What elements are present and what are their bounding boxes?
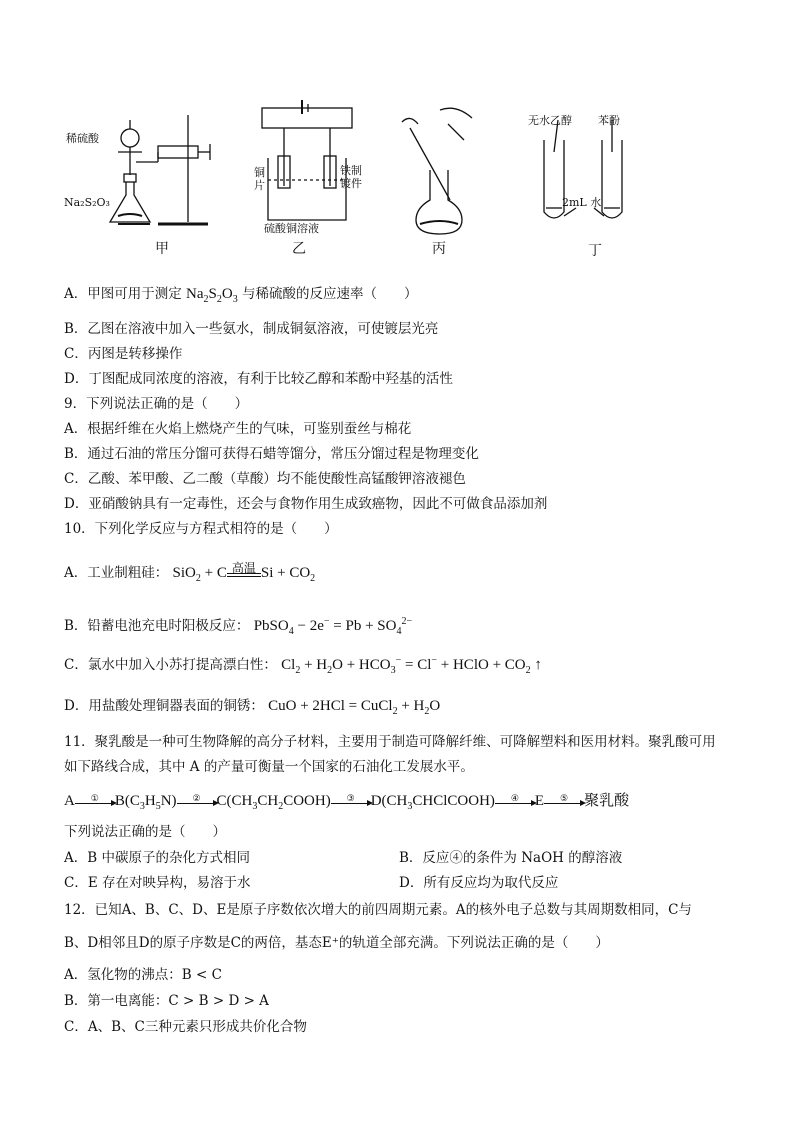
q9-option-d: D．亚硝酸钠具有一定毒性，还会与食物作用生成致癌物，因此不可做食品添加剂 [64, 496, 548, 512]
yi-right-label: 铁制镀件 [340, 164, 362, 190]
q10-a-label: A．工业制粗硅： [64, 565, 169, 581]
q10-option-c [64, 656, 542, 674]
q12-option-b: B．第一电离能：C > B > D > A [64, 993, 269, 1009]
formula-na2s2o3: $Na_2S_2O_3$ [186, 286, 238, 305]
q8-a-post: 与稀硫酸的反应速率（ ） [242, 286, 418, 302]
q11-stem-line2: 如下路线合成，其中 A 的产量可衡量一个国家的石油化工发展水平。 [64, 759, 474, 775]
q11-option-c: C．E 存在对映异构，易溶于水 [64, 875, 251, 891]
ding-left-label: 无水乙醇 [528, 114, 572, 127]
q12-stem-line2: B、D相邻且D的原子序数是C的两倍，基态E⁺的轨道全部充满。下列说法正确的是（ ） [64, 935, 609, 951]
q11-option-a: A．B 中碳原子的杂化方式相同 [64, 850, 250, 866]
q12-option-a: A．氢化物的沸点：B < C [64, 967, 222, 983]
route-product: 聚乳酸 [584, 793, 630, 809]
caption-yi: 乙 [292, 241, 306, 257]
figure-yi [250, 96, 360, 260]
q8-option-c: C．丙图是转移操作 [64, 346, 183, 362]
q11-ask: 下列说法正确的是（ ） [64, 824, 226, 840]
q10-stem: 10．下列化学反应与方程式相符的是（ ） [64, 521, 338, 537]
arrow-2: ② [177, 801, 217, 802]
q12-stem-line1: 12．已知A、B、C、D、E是原子序数依次增大的前四周期元素。A的核外电子总数与其周期数相同，C与 [64, 902, 692, 918]
caption-bing: 丙 [432, 241, 446, 257]
figure-bing [396, 100, 486, 260]
arrow-1: ① [75, 801, 115, 802]
arrow-3: ③ [331, 801, 371, 802]
q11-option-b: B．反应④的条件为 NaOH 的醇溶液 [399, 850, 623, 866]
yi-left-label: 铜片 [254, 166, 265, 192]
ding-right-label: 苯酚 [598, 114, 620, 127]
q11-stem-line1: 11．聚乳酸是一种可生物降解的高分子材料，主要用于制造可降解纤维、可降解塑料和医用材料。聚乳酸可用 [64, 734, 716, 750]
equation-d: CuO + 2HCl = CuCl$_2$ + $H_2O$ [268, 698, 441, 717]
ding-water-label: 2mL 水 [562, 196, 602, 209]
apparatus-jia-drawing [58, 100, 228, 260]
q9-option-b: B．通过石油的常压分馏可获得石蜡等馏分，常压分馏过程是物理变化 [64, 446, 479, 462]
q10-option-d [64, 697, 440, 715]
q10-c-label: C．氯水中加入小苏打提高漂白性： [64, 657, 277, 673]
arrow-4: ④ [495, 801, 535, 802]
q9-option-a: A．根据纤维在火焰上燃烧产生的气味，可鉴别蚕丝与棉花 [64, 421, 412, 437]
caption-jia: 甲 [155, 241, 169, 257]
caption-ding: 丁 [588, 243, 602, 259]
acid-label: 稀硫酸 [66, 132, 99, 145]
apparatus-bing-drawing [396, 100, 486, 240]
q8-a-pre: A．甲图可用于测定 [64, 286, 182, 302]
equation-a: SiO$_2$ + C 高温 $Si + CO_2$ [172, 560, 316, 584]
q8-option-a [64, 285, 418, 303]
salt-label: Na₂S₂O₃ [64, 196, 110, 209]
yi-solution-label: 硫酸铜溶液 [264, 222, 319, 235]
q10-option-a [64, 560, 316, 584]
q10-d-label: D．用盐酸处理铜器表面的铜锈： [64, 698, 264, 714]
arrow-5: ⑤ [544, 801, 584, 802]
q9-stem: 9．下列说法正确的是（ ） [64, 396, 249, 412]
q8-option-d: D．丁图配成同浓度的溶液，有利于比较乙醇和苯酚中羟基的活性 [64, 371, 453, 387]
condition-high-temp: 高温 [227, 571, 261, 577]
equation-b: PbSO$_4$ − $2e^- = Pb + SO_4^{2-}$ [253, 616, 413, 637]
figure-ding [520, 100, 650, 260]
q11-synthesis-route: A ① $B(C_3H_5N)$ ② $C(CH_3CH_2COOH)$ ③ $D(CH_3CHClCOOH)$ ④ E ⑤ 聚乳酸 [64, 793, 630, 812]
equation-c: $Cl_2 + H_2O + HCO_3^- = Cl^-$ + HClO + $CO_2$ ↑ [281, 655, 542, 676]
q10-option-b [64, 617, 412, 635]
q10-b-label: B．铅蓄电池充电时阳极反应： [64, 618, 250, 634]
q12-option-c: C．A、B、C三种元素只形成共价化合物 [64, 1019, 307, 1035]
figure-jia [58, 100, 228, 260]
q11-option-d: D．所有反应均为取代反应 [399, 875, 559, 891]
q8-option-b: B．乙图在溶液中加入一些氨水，制成铜氨溶液，可使镀层光亮 [64, 321, 439, 337]
q9-option-c: C．乙酸、苯甲酸、乙二酸（草酸）均不能使酸性高锰酸钾溶液褪色 [64, 471, 466, 487]
